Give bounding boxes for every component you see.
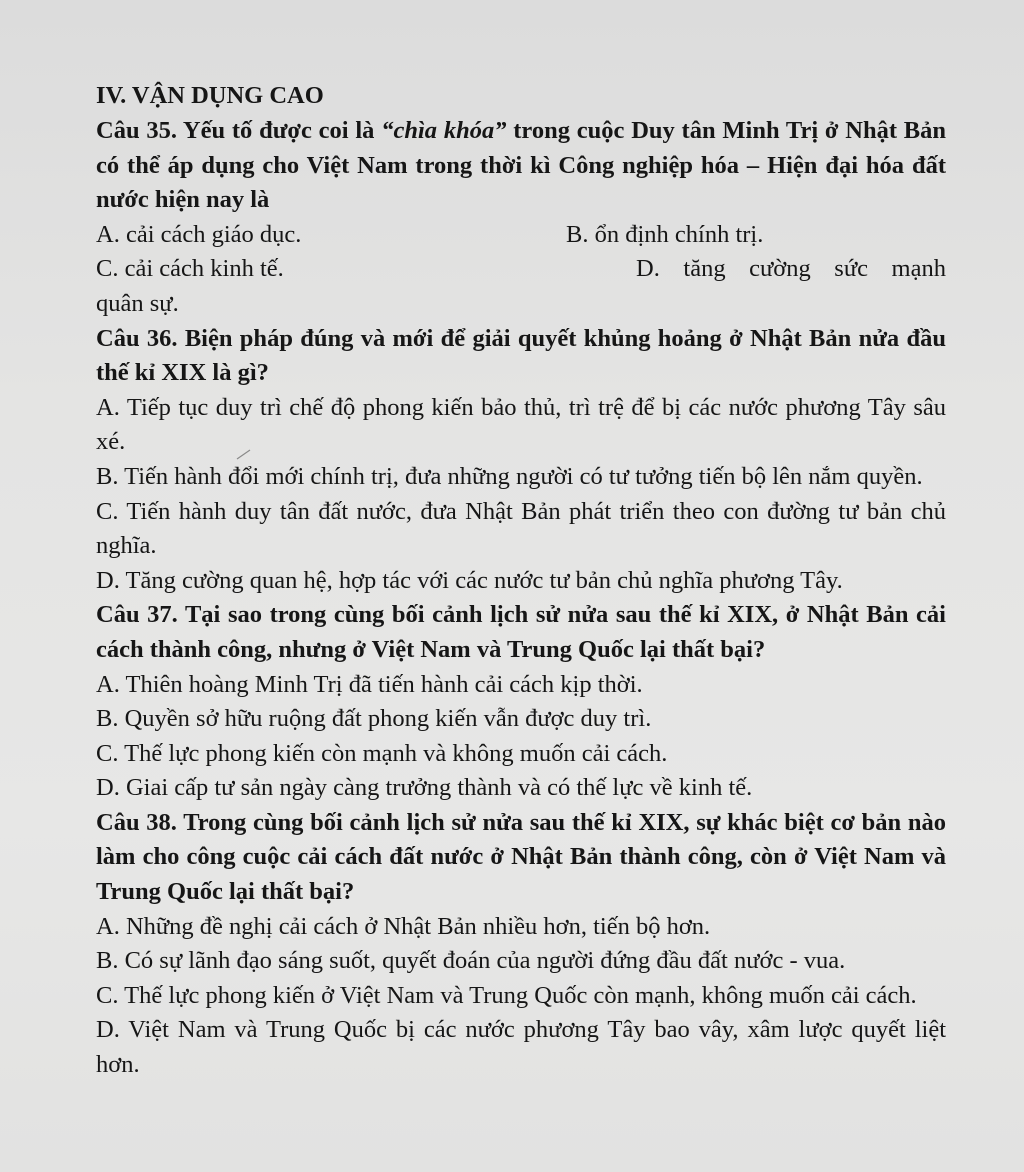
option-d[interactable]: D. Tăng cường quan hệ, hợp tác với các nước tư bản chủ nghĩa phương Tây. — [96, 566, 843, 594]
question-stem-start: Yếu tố được coi là — [182, 117, 375, 144]
question-35-stem — [96, 114, 946, 218]
question-stem: Trong cùng bối cảnh lịch sử nửa sau thế kỉ XIX, sự khác biệt cơ bản nào làm cho công cuộc cải cách đất nước ở Nhật Bản thành công, còn ở Việt Nam và Trung Quốc lại thất bại? — [96, 808, 946, 906]
option-b[interactable]: B. Tiến hành đổi mới chính trị, đưa những người có tư tưởng tiến bộ lên nắm quyền. — [96, 462, 923, 490]
option-d[interactable]: D. Giai cấp tư sản ngày càng trưởng thành và có thế lực về kinh tế. — [96, 774, 753, 802]
question-38 — [96, 806, 946, 1083]
question-35-options-row-1 — [96, 218, 946, 253]
question-number: Câu 38. — [96, 808, 177, 836]
question-number: Câu 35. — [96, 117, 177, 144]
option-a[interactable]: A. cải cách giáo dục. — [96, 220, 302, 248]
option-a[interactable]: A. Tiếp tục duy trì chế độ phong kiến bảo thủ, trì trệ để bị các nước phương Tây sâu xé. — [96, 393, 946, 456]
question-number: Câu 36. — [96, 324, 178, 352]
pen-tick-mark — [236, 448, 252, 460]
question-36-stem — [96, 322, 946, 391]
question-stem-end: trong cuộc Duy tân Minh Trị ở Nhật Bản có thể áp dụng cho Việt Nam trong thời kì Công nghiệp hóa – Hiện đại hóa đất nước hiện nay là — [96, 117, 947, 214]
question-37-stem — [96, 598, 946, 667]
question-stem: Tại sao trong cùng bối cảnh lịch sử nửa sau thế kỉ XIX, ở Nhật Bản cải cách thành công, nhưng ở Việt Nam và Trung Quốc lại thất bại? — [96, 601, 946, 663]
option-c[interactable]: C. Tiến hành duy tân đất nước, đưa Nhật Bản phát triển theo con đường tư bản chủ nghĩa. — [96, 497, 946, 560]
question-37 — [96, 598, 946, 806]
section-title: IV. VẬN DỤNG CAO — [96, 82, 324, 109]
option-a[interactable]: A. Những đề nghị cải cách ở Nhật Bản nhiều hơn, tiến bộ hơn. — [96, 912, 711, 940]
option-b[interactable]: B. Có sự lãnh đạo sáng suốt, quyết đoán của người đứng đầu đất nước - vua. — [96, 947, 846, 975]
option-c[interactable]: C. Thế lực phong kiến còn mạnh và không muốn cải cách. — [96, 739, 668, 767]
option-d[interactable]: D. Việt Nam và Trung Quốc bị các nước phương Tây bao vây, xâm lược quyết liệt hơn. — [96, 1016, 946, 1079]
option-c[interactable]: C. Thế lực phong kiến ở Việt Nam và Trung Quốc còn mạnh, không muốn cải cách. — [96, 981, 917, 1009]
question-35-options-row-2 — [96, 252, 946, 287]
question-stem: Biện pháp đúng và mới để giải quyết khủng hoảng ở Nhật Bản nửa đầu thế kỉ XIX là gì? — [96, 324, 946, 387]
question-number: Câu 37. — [96, 601, 178, 629]
question-36 — [96, 322, 946, 599]
option-c[interactable]: C. cải cách kinh tế. — [96, 255, 284, 283]
question-35 — [96, 114, 946, 322]
question-stem-italic: “chìa khóa” — [381, 117, 507, 144]
option-b[interactable]: B. Quyền sở hữu ruộng đất phong kiến vẫn được duy trì. — [96, 705, 652, 733]
question-38-stem — [96, 806, 946, 910]
option-a[interactable]: A. Thiên hoàng Minh Trị đã tiến hành cải cách kịp thời. — [96, 670, 643, 698]
worksheet-page — [96, 78, 946, 1083]
option-d[interactable]: D. tăng cường sức mạnh — [636, 255, 946, 283]
option-d-continued: quân sự. — [96, 289, 179, 317]
option-b[interactable]: B. ổn định chính trị. — [566, 220, 764, 248]
